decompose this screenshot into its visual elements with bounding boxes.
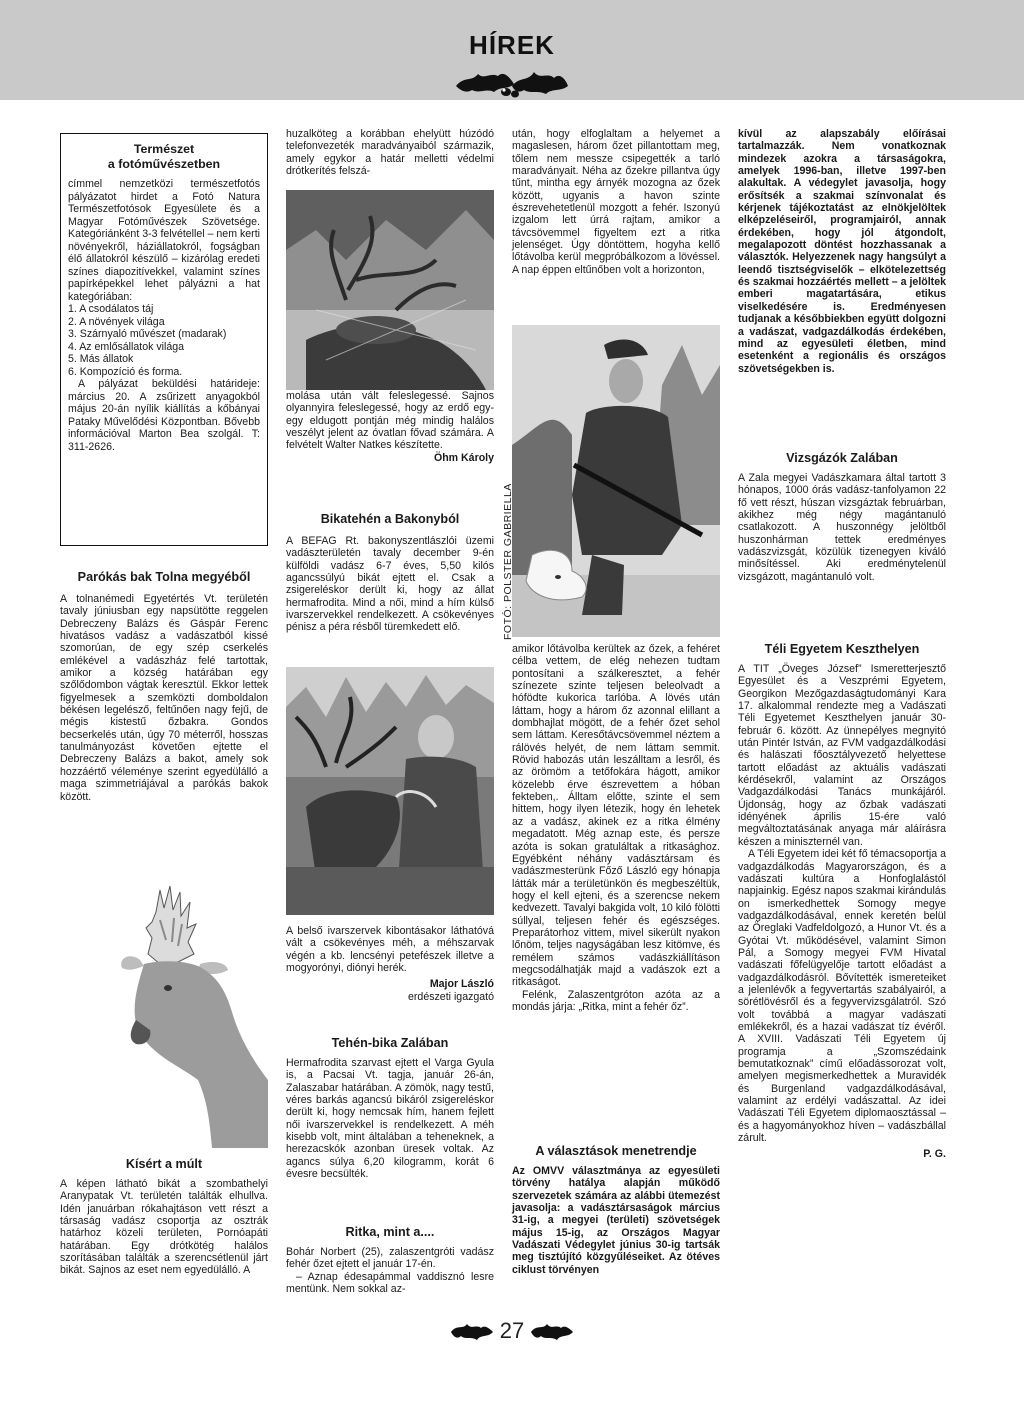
article-body: A Téli Egyetem idei két fő témacsoportja a vadgazdálkodás Magyarországon, és a vadászati kultúra a Honfoglalástól napjainkig. Egész napos szakmai kirándulás on ismerkedhettek Somogy megye vadgazdálkodásával, ennek keretén belül az Öreglaki Vadfeldolgozó, a Hunor Vt. és a Gyótai Vt. működésével, valamint Simon Pál, a Somogy megyei FVM Hivatal vadászati főfelügyelője tartott előadást a vadgazdálkodásról. Bővítették ismereteiket a jelenlévők a fegyvertartás szabályairól, a sörétlövésről és a fegyvervizsgálatról. Szó volt továbbá a magyar vadászati emlékekről, és a hazai vadászat tíz évéről. A XVIII. Vadászati Téli Egyetem új programja a „Szomszédaink bemutatkoznak” című előadássorozat volt, amelyen megismerkedhettek a Muravidék és Burgenland vadgazdálkodásával, valamint az erdélyi vadászattal. Az idei Vadászati Téli Egyetem diplomaosztással – és a hagyományokhoz híven – vadászbállal zárult. (738, 848, 946, 1145)
article-tehen-bika (286, 1036, 494, 1180)
author-signature: Major László (429, 978, 494, 991)
article-title: Bikatehén a Bakonyból (320, 512, 460, 526)
article-ritka (286, 1225, 494, 1295)
article-body: – Aznap édesapámmal vaddisznó lesre mentünk. Nem sokkal az- (286, 1270, 494, 1296)
article-title: Kísért a múlt (125, 1157, 203, 1171)
article-parokas-bak (60, 570, 268, 803)
box-termeszet-fotomuveszetben (60, 133, 268, 546)
article-title-line2: a fotóművészetben (107, 157, 221, 171)
list-item: 2. A növények világa (68, 315, 165, 328)
list-item: 6. Kompozíció és forma. (68, 365, 183, 378)
article-body: Hermafrodita szarvast ejtett el Varga Gyula is, a Pacsai Vt. tagja, január 26-án, Zalaszabar határában. A zömök, nagy testű, véres barkás agancsú bikáról zsigereléskor derült ki, hogy nemcsak hím, hanem fejlett női ivarszervekkel is rendelkezett. A méh kisebb volt, mint általában a teheneknek, a herezacskók azonban üresek voltak. Az agancs súlya 6,20 kilogramm, korát 6 évesre becsülték. (286, 1057, 494, 1181)
page-number: 27 (499, 1318, 525, 1343)
photo-caption-block (286, 925, 494, 1003)
author-role: erdészeti igazgató (408, 990, 494, 1003)
article-body: A képen látható bikát a szombathelyi Aranypatak Vt. területén találták elhullva. Idén januárban rókahajtáson vett részt a társaság vadász csoportja az osztrák határhoz közeli területen, Pornóapáti határában. Egy drótkötég halálos szorításában találták a szerencsétlenül járt bikát. Sajnos az eset nem egyedülálló. A (60, 1178, 268, 1277)
hunter-white-roe-photo (512, 325, 720, 637)
oak-leaf-left-icon (449, 1320, 495, 1342)
article-ritka-end (512, 643, 720, 1013)
article-teli-egyetem (738, 642, 946, 1161)
article-body: molása után vált feleslegessé. Sajnos olyannyira feleslegessé, hogy az erdő egy-egy eldugott pontján még mindig halálos veszélyt jelent az óvatlan fővad számára. A felvételt Walter Natkes készítette. (286, 390, 494, 452)
oak-leaf-ornament-icon (454, 64, 570, 98)
article-body: címmel nemzetközi természetfotós pályázatot hirdet a Fotó Natura Természetfotósok Egyesülete és a Magyar Fotóművészek Szövetsége. Kategóriánként 3-3 felvétellel – nem kerti növényekről, háziállatokról, fogságban élő állatokról készülő – kizárólag eredeti színes diapozitívekkel, valamint színes papírképekkel lehet pályázni a hat kategóriában: (68, 178, 260, 303)
article-body: A TIT „Öveges József” Ismeretterjesztő Egyesület és a Veszprémi Egyetem, Georgikon Mezőgazdaságtudományi Kara 17. alkalommal rendezte meg a Vadászati Téli Egyetemet Keszthelyen január 30-február 6. között. Az ünnepélyes megnyitó után Pintér István, az FVM vadgazdálkodási és halászati főosztályvezető helyettese tartott előadást az aktuális vadászati kérdésekről, valamint az Országos Vadgazdálkodási Tanács munkájáról. Újdonság, hogy az őzbak vadászati idényének április 15-ére való megváltoztatásának anyaga már aláírásra készen a miniszternél van. (738, 663, 946, 848)
article-title: Ritka, mint a.... (345, 1225, 435, 1239)
article-body: Felénk, Zalaszentgróton azóta az a mondás járja: „Ritka, mint a fehér őz”. (512, 988, 720, 1013)
article-body: A BEFAG Rt. bakonyszentlászlói üzemi vadászterületén tavaly december 9-én külföldi vadász 6-7 éves, 5,50 kilós agancssúlyú bikát ejtett el. Csak a zsigereléskor derült ki, hogy az állat hermafrodita. Mind a női, mind a hím külső ivarszervekkel rendelkezett. A csökevényes pénisz a péra résből türemkedett elő. (286, 535, 494, 634)
article-body: A Zala megyei Vadászkamara által tartott 3 hónapos, 1000 órás vadász-tanfolyamon 22 fő vett részt, húszan vizsgáztak februárban, akikhez még négy magántanuló csatlakozott. A huszonnégy jelöltből huszonhárman tettek eredményes vadászvizsgát, közülük tizenegyen kiváló minősítéssel. Aki eredménytelenül vizsgázott, magántanuló volt. (738, 472, 946, 583)
author-signature: Öhm Károly (433, 451, 494, 464)
page-footer (0, 1318, 1024, 1344)
photo-caption: A belső ivarszervek kibontásakor láthatóvá vált a csökevényes méh, a méhszarvak végén a kb. lencsényi petefészek illetve a mogyorónyi, diónyi herék. (286, 925, 494, 975)
article-kisert-a-mult-end (286, 390, 494, 464)
article-body: A tolnanémedi Egyetértés Vt. területén tavaly júniusban egy napsütötte reggelen Debreczeny Balázs és Gáspár Ferenc hivatásos vadász a vadászatból kissé szomorúan, de egy szép cserkelés emlékével a vadászház felé tartottak, amikor a község határában egy szőlődombon vágtak keresztül. Ekkor lettek figyelmesek a szemközti domboldalon békésen legelésző, feltűnően nagy fejű, de mégis kistestű őzbakra. Gondos becserkelés után, úgy 70 méterről, hosszas tanulmányozást követően ejtette el Debreczeny Balázs a bakot, amely sok hozzáértő véleménye szerint egyedülálló a maga szimmetriájával a parókás bakok között. (60, 593, 268, 803)
hermaphrodite-deer-photo (286, 667, 494, 915)
article-title: Tehén-bika Zalában (331, 1036, 449, 1050)
photo-credit: FOTÓ: POLSTER GABRIELLA (502, 483, 514, 640)
article-title: Vizsgázók Zalában (786, 451, 898, 465)
article-title: A választások menetrendje (535, 1144, 697, 1158)
article-body: A pályázat beküldési határideje: március 20. A zsűrizett anyagokból május 20-án nyílik kiállítás a kőbányai Pataky Művelődési Központban. Bővebb információval Marton Bea szolgál. T: 311-2626. (68, 378, 260, 453)
article-body: huzalköteg a korábban ehelyütt húzódó telefonvezeték maradványaiból származik, amely egykor a határ melletti védelmi drótkerítés felszá- (286, 128, 494, 178)
list-item: 5. Más állatok (68, 353, 134, 365)
article-vizsgazok (738, 451, 946, 583)
article-valasztasok (512, 1144, 720, 1276)
article-body: után, hogy elfoglaltam a helyemet a magaslesen, három őzet pillantottam meg, tőlem nem messze csipegették a tarló maradványait. Néha az őzekre pillantva úgy tűnt, mintha egy árnyék mozogna az őzek között, ugyanis a havon szinte észrevehetetlenül mozgott a fehér. Iszonyú izgalom lett úrrá rajtam, amikor a távcsövemmel figyeltem ezt a ritka jelenséget. Úgy döntöttem, hogyha kellő lőtávolba kerül megpróbálkozom a lövéssel. A nap éppen eltűnőben volt a horizonton, (512, 128, 720, 276)
article-kisert-a-mult-continued (286, 128, 494, 177)
oak-leaf-right-icon (529, 1320, 575, 1342)
article-body: amikor lőtávolba kerültek az őzek, a fehéret célba vettem, de elég nehezen tudtam pontosítani a szálkeresztet, a fehér színezete szinte teljesen beleolvadt a hófödte kukorica tarlóba. A lövés után láttam, hogy a három őz azonnal elillant a dombhajlat mögött, de a fehér őzet sehol sem láttam. Keresőtávcsövemmel néztem a rálövés helyét, de nem láttam semmit. Rövid habozás után leszálltam a lesről, és az örömöm a tetőfokára hágott, amikor közelebb érve észrevettem a hóban fekteben,. Álltam előtte, szinte el sem hittem, hogy ilyen létezik, hogy én lehetek az a vadász, akinek ez a ritka élmény megadatott. Még aznap este, és persze azóta is sokan gratuláltak a ritkasághoz. Egyébként néhány vadásztársam és vadászmesterünk Főző László egy hónapja látták már a területünkön és megbeszéltük, hogy el kell ejteni, és a szerencse nekem kedvezett. Tavalyi bakgida volt, 10 kiló fölötti súllyal, teljesen fehér és egészséges. Preparátorhoz vittem, mivel sikerült nyakon lőnöm, teljes nagyságában lesz kitömve, és remélem számos vadászkiállításon megcsodálhatják majd a vadászok ezt a ritkaságot. (512, 643, 720, 989)
roe-buck-trophy-photo (60, 880, 268, 1148)
article-title: Téli Egyetem Keszthelyen (764, 642, 920, 656)
author-signature: P. G. (923, 1148, 946, 1161)
dead-stag-photo (286, 190, 494, 390)
list-item: 4. Az emlősállatok világa (68, 340, 185, 353)
article-bikatehen (286, 512, 494, 634)
article-title: Parókás bak Tolna megyéből (77, 570, 251, 584)
list-item: 3. Szárnyaló művészet (madarak) (68, 328, 227, 340)
section-title: HÍREK (469, 30, 555, 60)
article-kisert-a-mult (60, 1157, 268, 1277)
article-title: Természet (133, 142, 195, 156)
article-body: Az OMVV választmánya az egyesületi törvény hatálya alapján működő szervezetek számára az alábbi ütemezést javasolja: a vadásztársaságok március 31-ig, a megyei (területi) szövetségek május 15-ig, az Országos Magyar Vadászati Védegylet június 30-ig tartsák meg tisztújító közgyűléseiket. Az ötéves ciklust törvényen (512, 1165, 720, 1276)
list-item: 1. A csodálatos táj (68, 303, 154, 315)
article-body: Bohár Norbert (25), zalaszentgróti vadász fehér őzet ejtett el január 17-én. (286, 1246, 494, 1271)
article-ritka-continued (512, 128, 720, 276)
article-body: kívül az alapszabály előírásai tartalmazzák. Nem vonatkoznak mindezek azokra a társaságokra, amelyek 1996-ban, illetve 1997-ben alakultak. A védegylet javasolja, hogy erősítsék a szakmai színvonalat és kérjenek tájékoztatást az elnökjelöltek elképzeléseiről, programjairól, annak érdekében, hogy jól átgondolt, megalapozott döntést hozzhassanak a választók. Helyezzenek nagy hangsúlyt a leendő tisztségviselők – elkötelezettség és szakmai hozzáértés mellett – a jelöltek emberi magatartására, etikus viselkedésére is. Eredményesen tudjanak a későbbiekben együtt dolgozni a vadászat, vadgazdálkodás érdekében, mind az egyesületi életben, mind esetenként a regionális és országos szövetségekben is. (738, 128, 946, 375)
article-valasztasok-continued (738, 128, 946, 375)
